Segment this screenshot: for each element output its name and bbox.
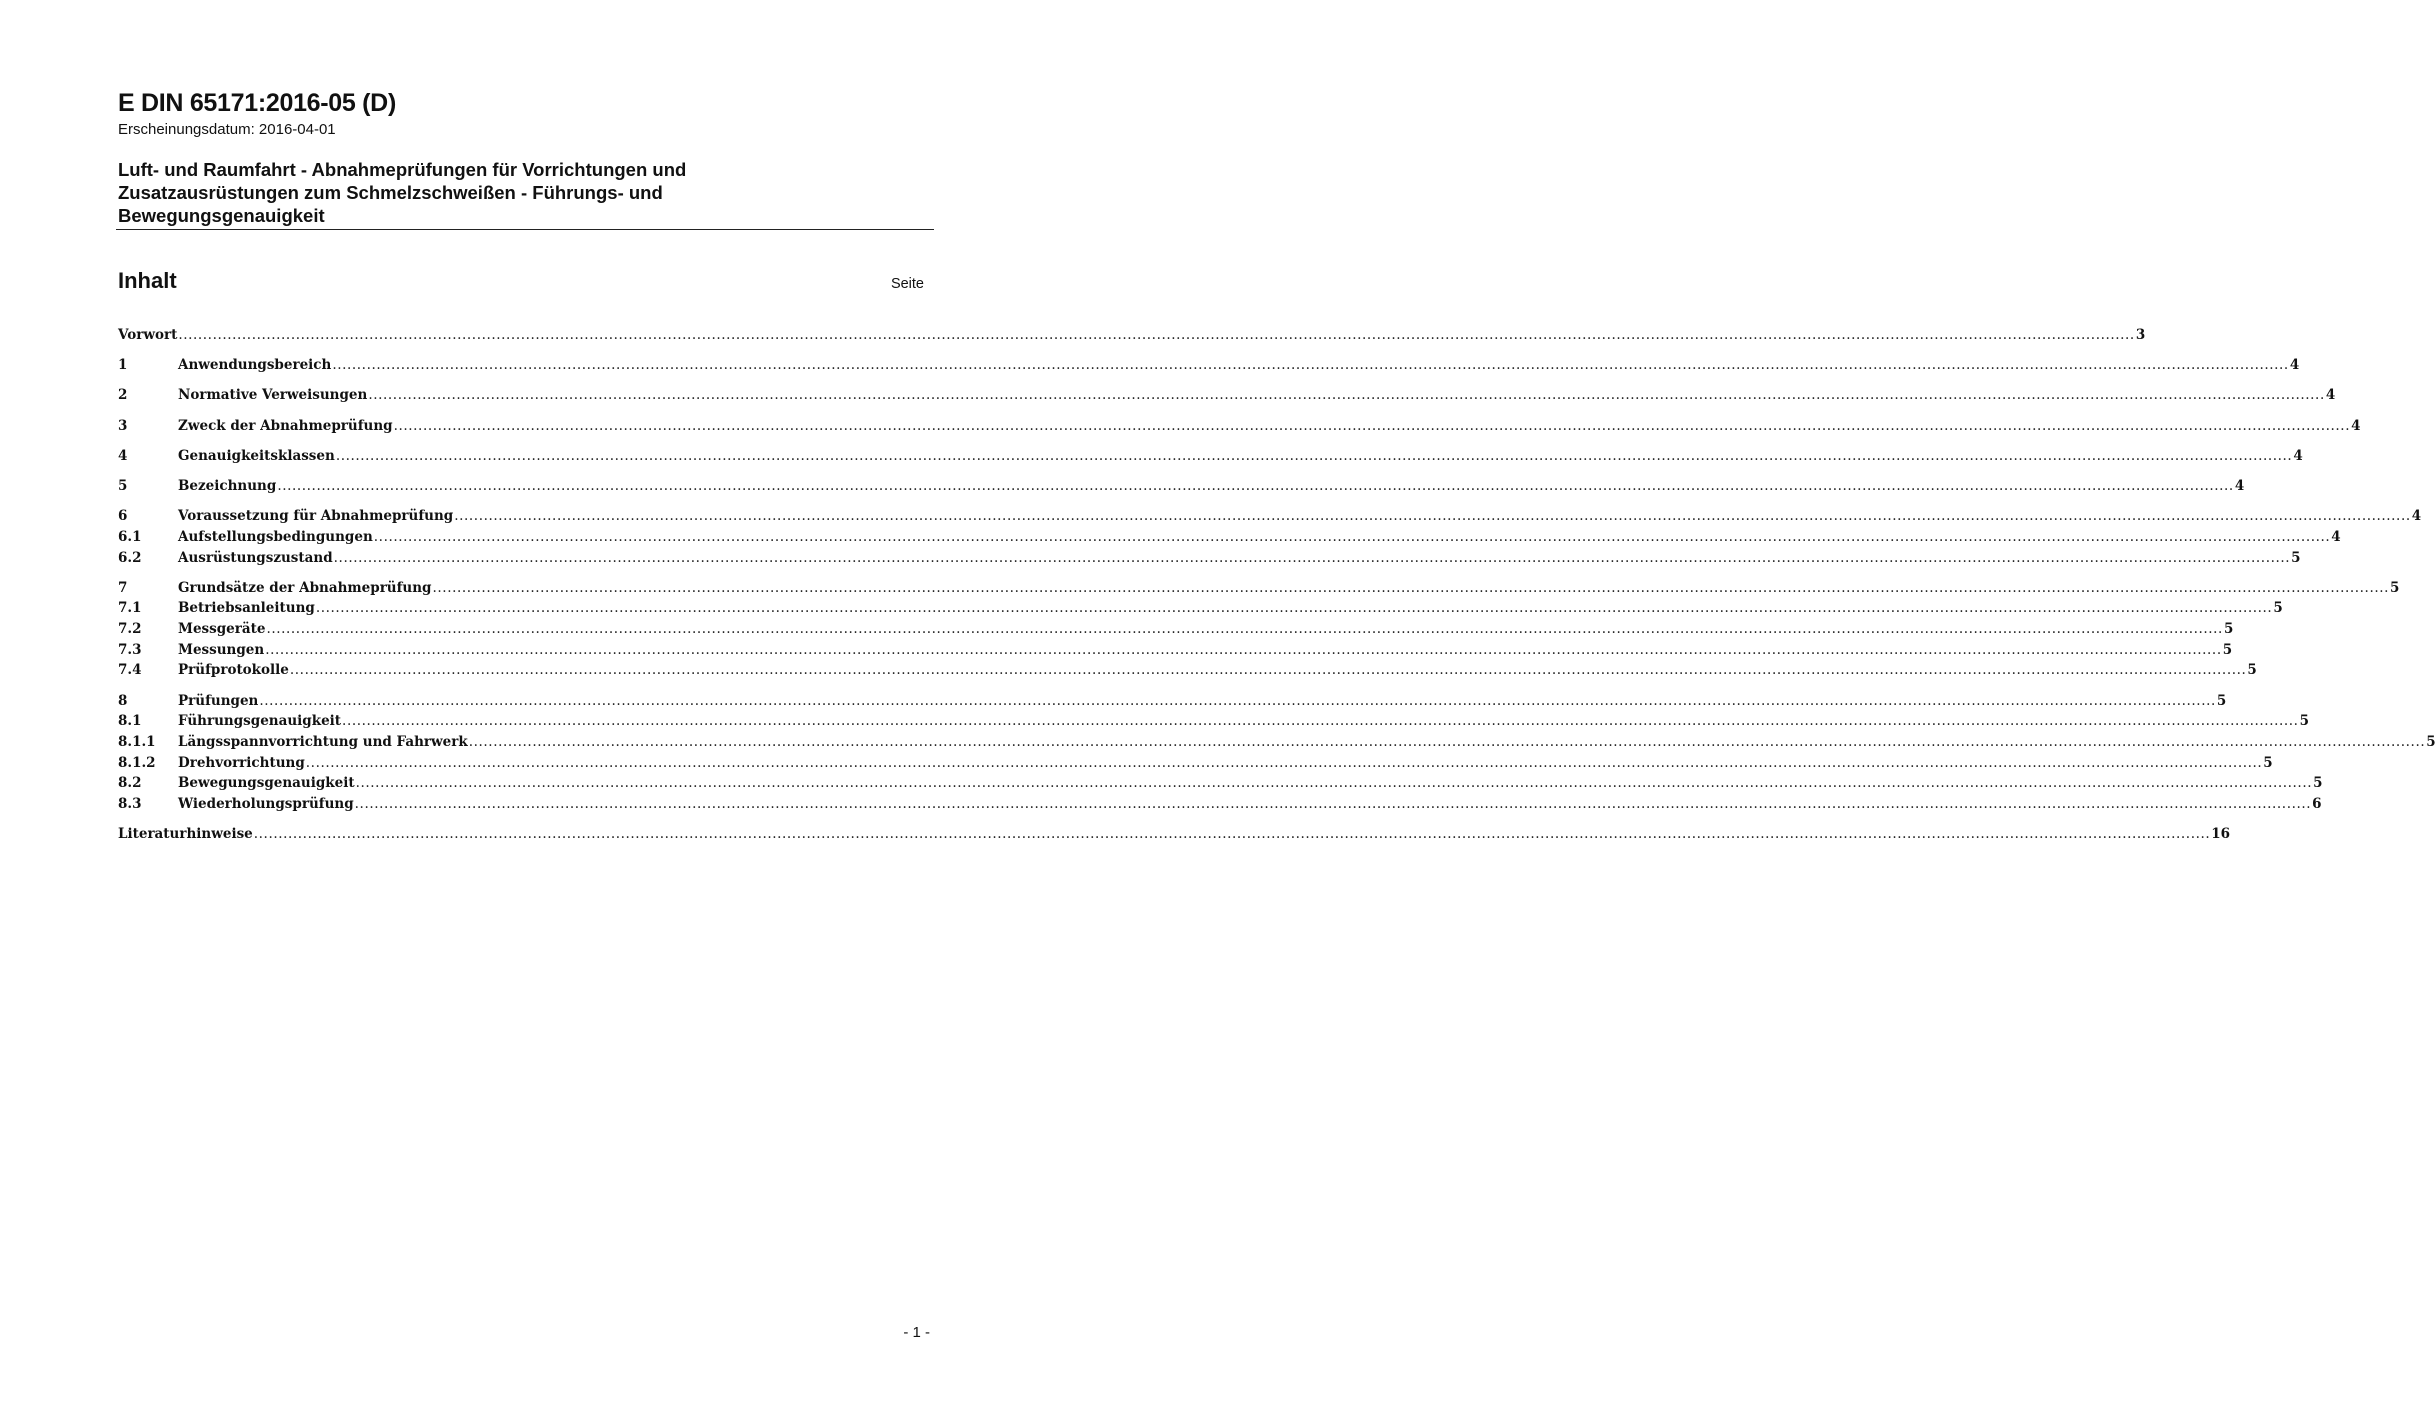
toc-dot-leader: ................................................................................................................................................................................................................................................................................................................................................................................................................ [178, 327, 2135, 343]
toc-entry-number: 5 [118, 477, 128, 494]
toc-entry-title: Betriebsanleitung [178, 600, 315, 617]
toc-entry-title: Grundsätze der Abnahmeprüfung [178, 579, 432, 596]
toc-entry-page: 5 [2263, 754, 2273, 771]
toc-entry-title: Drehvorrichtung [178, 754, 305, 771]
toc-entry-page: 5 [2291, 549, 2301, 566]
toc-entry-page: 4 [2293, 447, 2303, 464]
toc-dot-leader: ................................................................................................................................................................................................................................................................................................................................................................................................................ [373, 528, 2331, 545]
toc-dot-leader: ................................................................................................................................................................................................................................................................................................................................................................................................................ [355, 775, 2313, 792]
toc-entry-page: 5 [2216, 692, 2227, 709]
toc-entry-number: 8.2 [118, 775, 142, 792]
toc-entry-title: Wiederholungsprüfung [178, 796, 354, 813]
toc-entry-number: 7.2 [118, 621, 142, 638]
toc-entry-number: 8.1 [118, 713, 142, 730]
toc-entry-number: 4 [118, 447, 128, 464]
toc-entry[interactable] [118, 527, 2341, 548]
toc-entry-page: 4 [2234, 477, 2245, 494]
toc-entry-page: 4 [2351, 417, 2361, 434]
toc-entry-title: Führungsgenauigkeit [178, 713, 342, 730]
toc-entry[interactable] [118, 385, 2336, 406]
toc-entry-page: 5 [2313, 775, 2323, 792]
toc-entry-number: 6.1 [118, 528, 142, 545]
toc-entry-title: Zweck der Abnahmeprüfung [178, 417, 393, 434]
toc-entry[interactable] [118, 446, 2303, 467]
toc-dot-leader: ................................................................................................................................................................................................................................................................................................................................................................................................................ [315, 600, 2273, 617]
toc-entry-number: 7.1 [118, 600, 142, 617]
toc-entry-number: 8 [118, 692, 128, 709]
toc-dot-leader: ................................................................................................................................................................................................................................................................................................................................................................................................................ [393, 417, 2351, 434]
toc-entry-title: Messungen [178, 641, 265, 658]
toc-entry-number: 8.1.1 [118, 734, 156, 750]
toc-entry-title: Aufstellungsbedingungen [178, 528, 373, 545]
document-title-line: Zusatzausrüstungen zum Schmelzschweißen - Führungs- und [118, 182, 663, 203]
toc-entry-page: 5 [2299, 713, 2309, 730]
toc-entry-number: 3 [118, 417, 128, 434]
toc-entry-title: Prüfungen [178, 692, 259, 709]
toc-entry-title: Voraussetzung für Abnahmeprüfung [178, 508, 454, 525]
toc-dot-leader: ................................................................................................................................................................................................................................................................................................................................................................................................................ [335, 447, 2293, 464]
toc-entry[interactable] [118, 640, 2233, 661]
toc-dot-leader: ................................................................................................................................................................................................................................................................................................................................................................................................................ [332, 357, 2289, 374]
toc-entry-title: Bewegungsgenauigkeit [178, 775, 355, 792]
toc-entry[interactable] [118, 355, 2300, 376]
toc-heading: Inhalt [118, 268, 177, 293]
toc-entry[interactable] [118, 732, 2436, 753]
toc-entry-page: 5 [2426, 734, 2436, 750]
toc-entry-title: Längsspannvorrichtung und Fahrwerk [178, 734, 468, 750]
toc-dot-leader: ................................................................................................................................................................................................................................................................................................................................................................................................................ [289, 662, 2247, 679]
toc-dot-leader: ................................................................................................................................................................................................................................................................................................................................................................................................................ [454, 508, 2411, 525]
toc-entry-title: Ausrüstungszustand [178, 549, 333, 566]
toc-entry-number: 7.4 [118, 662, 142, 679]
toc-entry-title: Normative Verweisungen [178, 387, 368, 404]
toc-entry-number: 1 [118, 357, 128, 374]
publication-date: Erscheinungsdatum: 2016-04-01 [118, 121, 336, 138]
toc-entry[interactable] [118, 660, 2257, 681]
toc-entry-number: 7 [118, 579, 128, 596]
toc-dot-leader: ................................................................................................................................................................................................................................................................................................................................................................................................................ [253, 826, 2211, 843]
toc-entry[interactable] [118, 598, 2283, 619]
toc-entry[interactable] [118, 773, 2323, 794]
toc-entry[interactable] [118, 476, 2245, 497]
document-title-line: Luft- und Raumfahrt - Abnahmeprüfungen für Vorrichtungen und [118, 159, 687, 180]
toc-entry[interactable] [118, 416, 2361, 437]
toc-entry[interactable] [118, 548, 2301, 569]
toc-entry-title: Anwendungsbereich [178, 357, 332, 374]
toc-entry[interactable] [118, 619, 2234, 640]
toc-entry-page: 5 [2247, 662, 2257, 679]
title-divider [116, 229, 934, 230]
toc-entry-page: 4 [2325, 387, 2336, 404]
toc-dot-leader: ................................................................................................................................................................................................................................................................................................................................................................................................................ [342, 713, 2299, 730]
toc-dot-leader: ................................................................................................................................................................................................................................................................................................................................................................................................................ [432, 579, 2390, 596]
toc-entry-title: Vorwort [118, 327, 178, 343]
toc-entry[interactable] [118, 711, 2309, 732]
toc-dot-leader: ................................................................................................................................................................................................................................................................................................................................................................................................................ [277, 477, 2234, 494]
toc-entry-title: Literaturhinweise [118, 826, 253, 843]
toc-entry-title: Messgeräte [178, 621, 266, 638]
table-of-contents [118, 325, 2436, 845]
toc-dot-leader: ................................................................................................................................................................................................................................................................................................................................................................................................................ [265, 641, 2222, 658]
toc-dot-leader: ................................................................................................................................................................................................................................................................................................................................................................................................................ [266, 621, 2223, 638]
toc-entry-page: 5 [2222, 641, 2233, 658]
toc-entry-number: 8.1.2 [118, 754, 156, 771]
toc-entry-page: 3 [2135, 327, 2146, 343]
toc-entry[interactable] [118, 325, 2146, 346]
toc-entry[interactable] [118, 794, 2322, 815]
toc-entry[interactable] [118, 824, 2231, 845]
toc-dot-leader: ................................................................................................................................................................................................................................................................................................................................................................................................................ [354, 796, 2312, 813]
toc-page-column-label: Seite [890, 276, 924, 292]
toc-entry-number: 6.2 [118, 549, 142, 566]
toc-entry-page: 5 [2223, 621, 2234, 638]
page-number: - 1 - [903, 1324, 930, 1341]
document-title-line: Bewegungsgenauigkeit [118, 205, 325, 226]
toc-dot-leader: ................................................................................................................................................................................................................................................................................................................................................................................................................ [368, 387, 2325, 404]
toc-entry[interactable] [118, 506, 2422, 527]
toc-dot-leader: ................................................................................................................................................................................................................................................................................................................................................................................................................ [259, 692, 2216, 709]
toc-entry[interactable] [118, 691, 2227, 712]
toc-dot-leader: ................................................................................................................................................................................................................................................................................................................................................................................................................ [468, 734, 2426, 750]
document-id: E DIN 65171:2016-05 (D) [118, 89, 396, 117]
toc-entry-page: 4 [2289, 357, 2300, 374]
toc-dot-leader: ................................................................................................................................................................................................................................................................................................................................................................................................................ [305, 754, 2263, 771]
toc-entry-title: Prüfprotokolle [178, 662, 289, 679]
toc-entry-page: 4 [2411, 508, 2422, 525]
toc-entry-page: 4 [2331, 528, 2341, 545]
toc-entry[interactable] [118, 753, 2273, 774]
toc-entry-number: 6 [118, 508, 128, 525]
toc-entry-title: Bezeichnung [178, 477, 277, 494]
document-title [118, 158, 878, 227]
toc-entry-title: Genauigkeitsklassen [178, 447, 335, 464]
toc-entry-number: 7.3 [118, 641, 142, 658]
toc-entry-page: 6 [2312, 796, 2322, 813]
toc-entry-number: 2 [118, 387, 128, 404]
toc-entry[interactable] [118, 578, 2400, 599]
toc-dot-leader: ................................................................................................................................................................................................................................................................................................................................................................................................................ [333, 549, 2291, 566]
toc-entry-page: 16 [2211, 826, 2231, 843]
toc-entry-number: 8.3 [118, 796, 142, 813]
toc-entry-page: 5 [2390, 579, 2400, 596]
toc-entry-page: 5 [2273, 600, 2283, 617]
